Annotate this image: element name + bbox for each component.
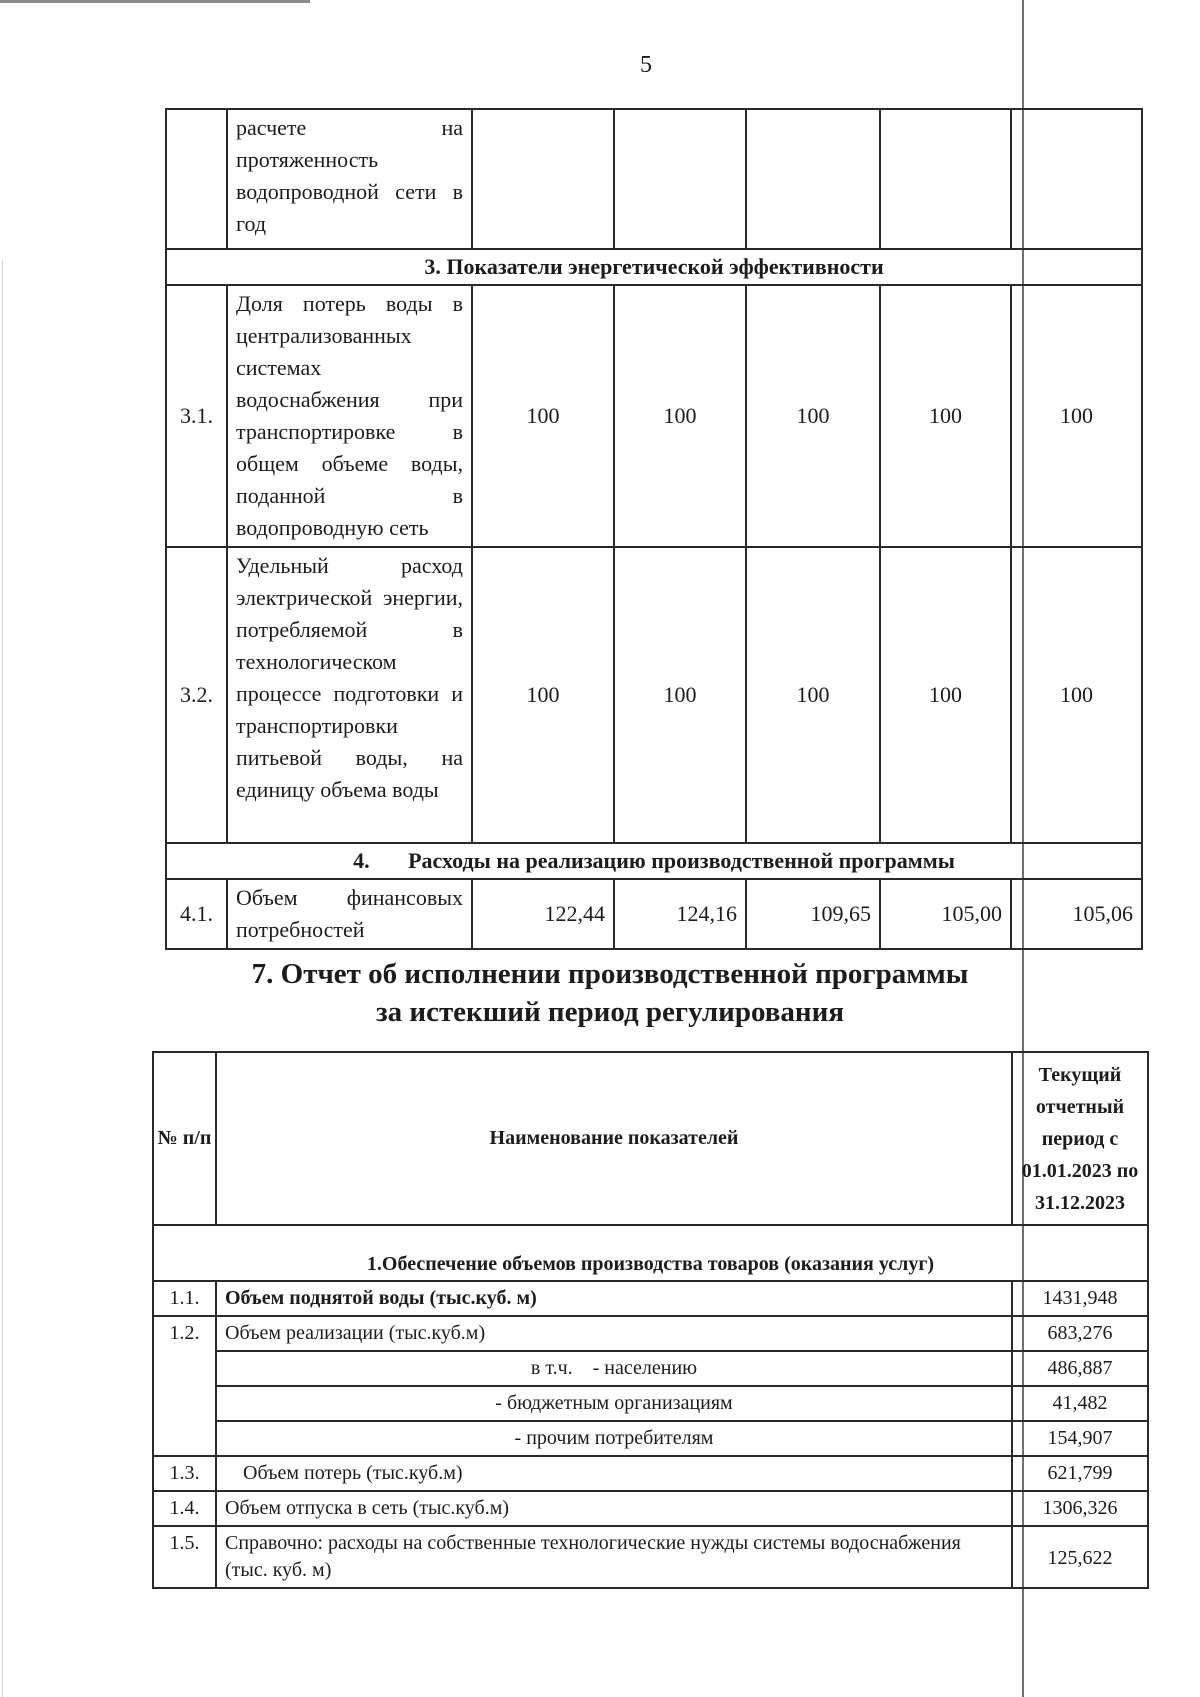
value-cell: 109,65 (746, 879, 880, 949)
row-number: 3.1. (166, 285, 227, 547)
row-number: 4.1. (166, 879, 227, 949)
table-row (153, 1421, 1148, 1456)
indicator-description: расчете на протяженность водопроводной сети в год (227, 109, 472, 249)
value-cell: 100 (1011, 547, 1142, 843)
section-row (166, 843, 1142, 879)
table-row (166, 547, 1142, 843)
row-number: 1.1. (153, 1281, 216, 1316)
value-cell: 122,44 (472, 879, 614, 949)
value-cell: 100 (614, 285, 746, 547)
indicator-description: Доля потерь воды в централизованных системах водоснабжения при транспортировке в общем объеме воды, поданной в водопроводную сеть (227, 285, 472, 547)
row-number: 1.5. (153, 1526, 216, 1588)
indicator-name: Справочно: расходы на собственные технологические нужды системы водоснабжения (тыс. куб. м) (216, 1526, 1012, 1588)
value-cell: 621,799 (1012, 1456, 1148, 1491)
value-cell: 100 (472, 547, 614, 843)
table-row (166, 879, 1142, 949)
value-cell (472, 109, 614, 249)
section-title: 3. Показатели энергетической эффективности (166, 249, 1142, 285)
page-number: 5 (640, 52, 652, 78)
indicator-name: - бюджетным организациям (216, 1386, 1012, 1421)
value-cell: 100 (880, 285, 1011, 547)
value-cell: 100 (614, 547, 746, 843)
value-cell: 100 (880, 547, 1011, 843)
report-title-line2: за истекший период регулирования (375, 996, 845, 1028)
report-title-line1: 7. Отчет об исполнении производственной программы (251, 958, 969, 990)
table-row (153, 1351, 1148, 1386)
table-row (153, 1281, 1148, 1316)
value-cell: 683,276 (1012, 1316, 1148, 1351)
scan-left-edge (2, 260, 3, 1697)
table-row (153, 1526, 1148, 1588)
value-cell: 1431,948 (1012, 1281, 1148, 1316)
value-cell: 105,00 (880, 879, 1011, 949)
value-cell: 1306,326 (1012, 1491, 1148, 1526)
section-title: 1.Обеспечение объемов производства товаров (оказания услуг) (153, 1225, 1148, 1281)
indicator-description: Объем финансовых потребностей (227, 879, 472, 949)
indicator-name: в т.ч. - населению (216, 1351, 1012, 1386)
indicators-table (165, 108, 1143, 950)
value-cell: 100 (1011, 285, 1142, 547)
row-number: 1.4. (153, 1491, 216, 1526)
value-cell (614, 109, 746, 249)
table-row (153, 1386, 1148, 1421)
value-cell: 100 (746, 547, 880, 843)
header-period: Текущий отчетный период с 01.01.2023 по 31.12.2023 (1012, 1052, 1148, 1225)
row-number: 3.2. (166, 547, 227, 843)
value-cell: 100 (746, 285, 880, 547)
table-row (166, 285, 1142, 547)
indicator-name: Объем отпуска в сеть (тыс.куб.м) (216, 1491, 1012, 1526)
section-row (166, 249, 1142, 285)
value-cell: 100 (472, 285, 614, 547)
table-row (153, 1316, 1148, 1351)
value-cell (880, 109, 1011, 249)
value-cell (1011, 109, 1142, 249)
value-cell: 124,16 (614, 879, 746, 949)
indicator-name: Объем реализации (тыс.куб.м) (216, 1316, 1012, 1351)
row-number: 1.3. (153, 1456, 216, 1491)
section-title: 4. Расходы на реализацию производственной программы (166, 843, 1142, 879)
indicator-name: - прочим потребителям (216, 1421, 1012, 1456)
scan-edge-mark (0, 0, 310, 3)
table-row (166, 109, 1142, 249)
indicator-name: Объем потерь (тыс.куб.м) (216, 1456, 1012, 1491)
table-row (153, 1491, 1148, 1526)
report-table (152, 1051, 1149, 1589)
value-cell: 41,482 (1012, 1386, 1148, 1421)
row-number: 1.2. (153, 1316, 216, 1456)
indicator-name: Объем поднятой воды (тыс.куб. м) (216, 1281, 1012, 1316)
value-cell (746, 109, 880, 249)
header-row (153, 1052, 1148, 1225)
value-cell: 125,622 (1012, 1526, 1148, 1588)
header-num: № п/п (153, 1052, 216, 1225)
indicator-description: Удельный расход электрической энергии, потребляемой в технологическом процессе подготовки и транспортировки питьевой воды, на единицу объема воды (227, 547, 472, 843)
value-cell: 105,06 (1011, 879, 1142, 949)
row-number (166, 109, 227, 249)
value-cell: 486,887 (1012, 1351, 1148, 1386)
section-row (153, 1225, 1148, 1281)
table-row (153, 1456, 1148, 1491)
report-title (180, 955, 1040, 1031)
header-name: Наименование показателей (216, 1052, 1012, 1225)
value-cell: 154,907 (1012, 1421, 1148, 1456)
